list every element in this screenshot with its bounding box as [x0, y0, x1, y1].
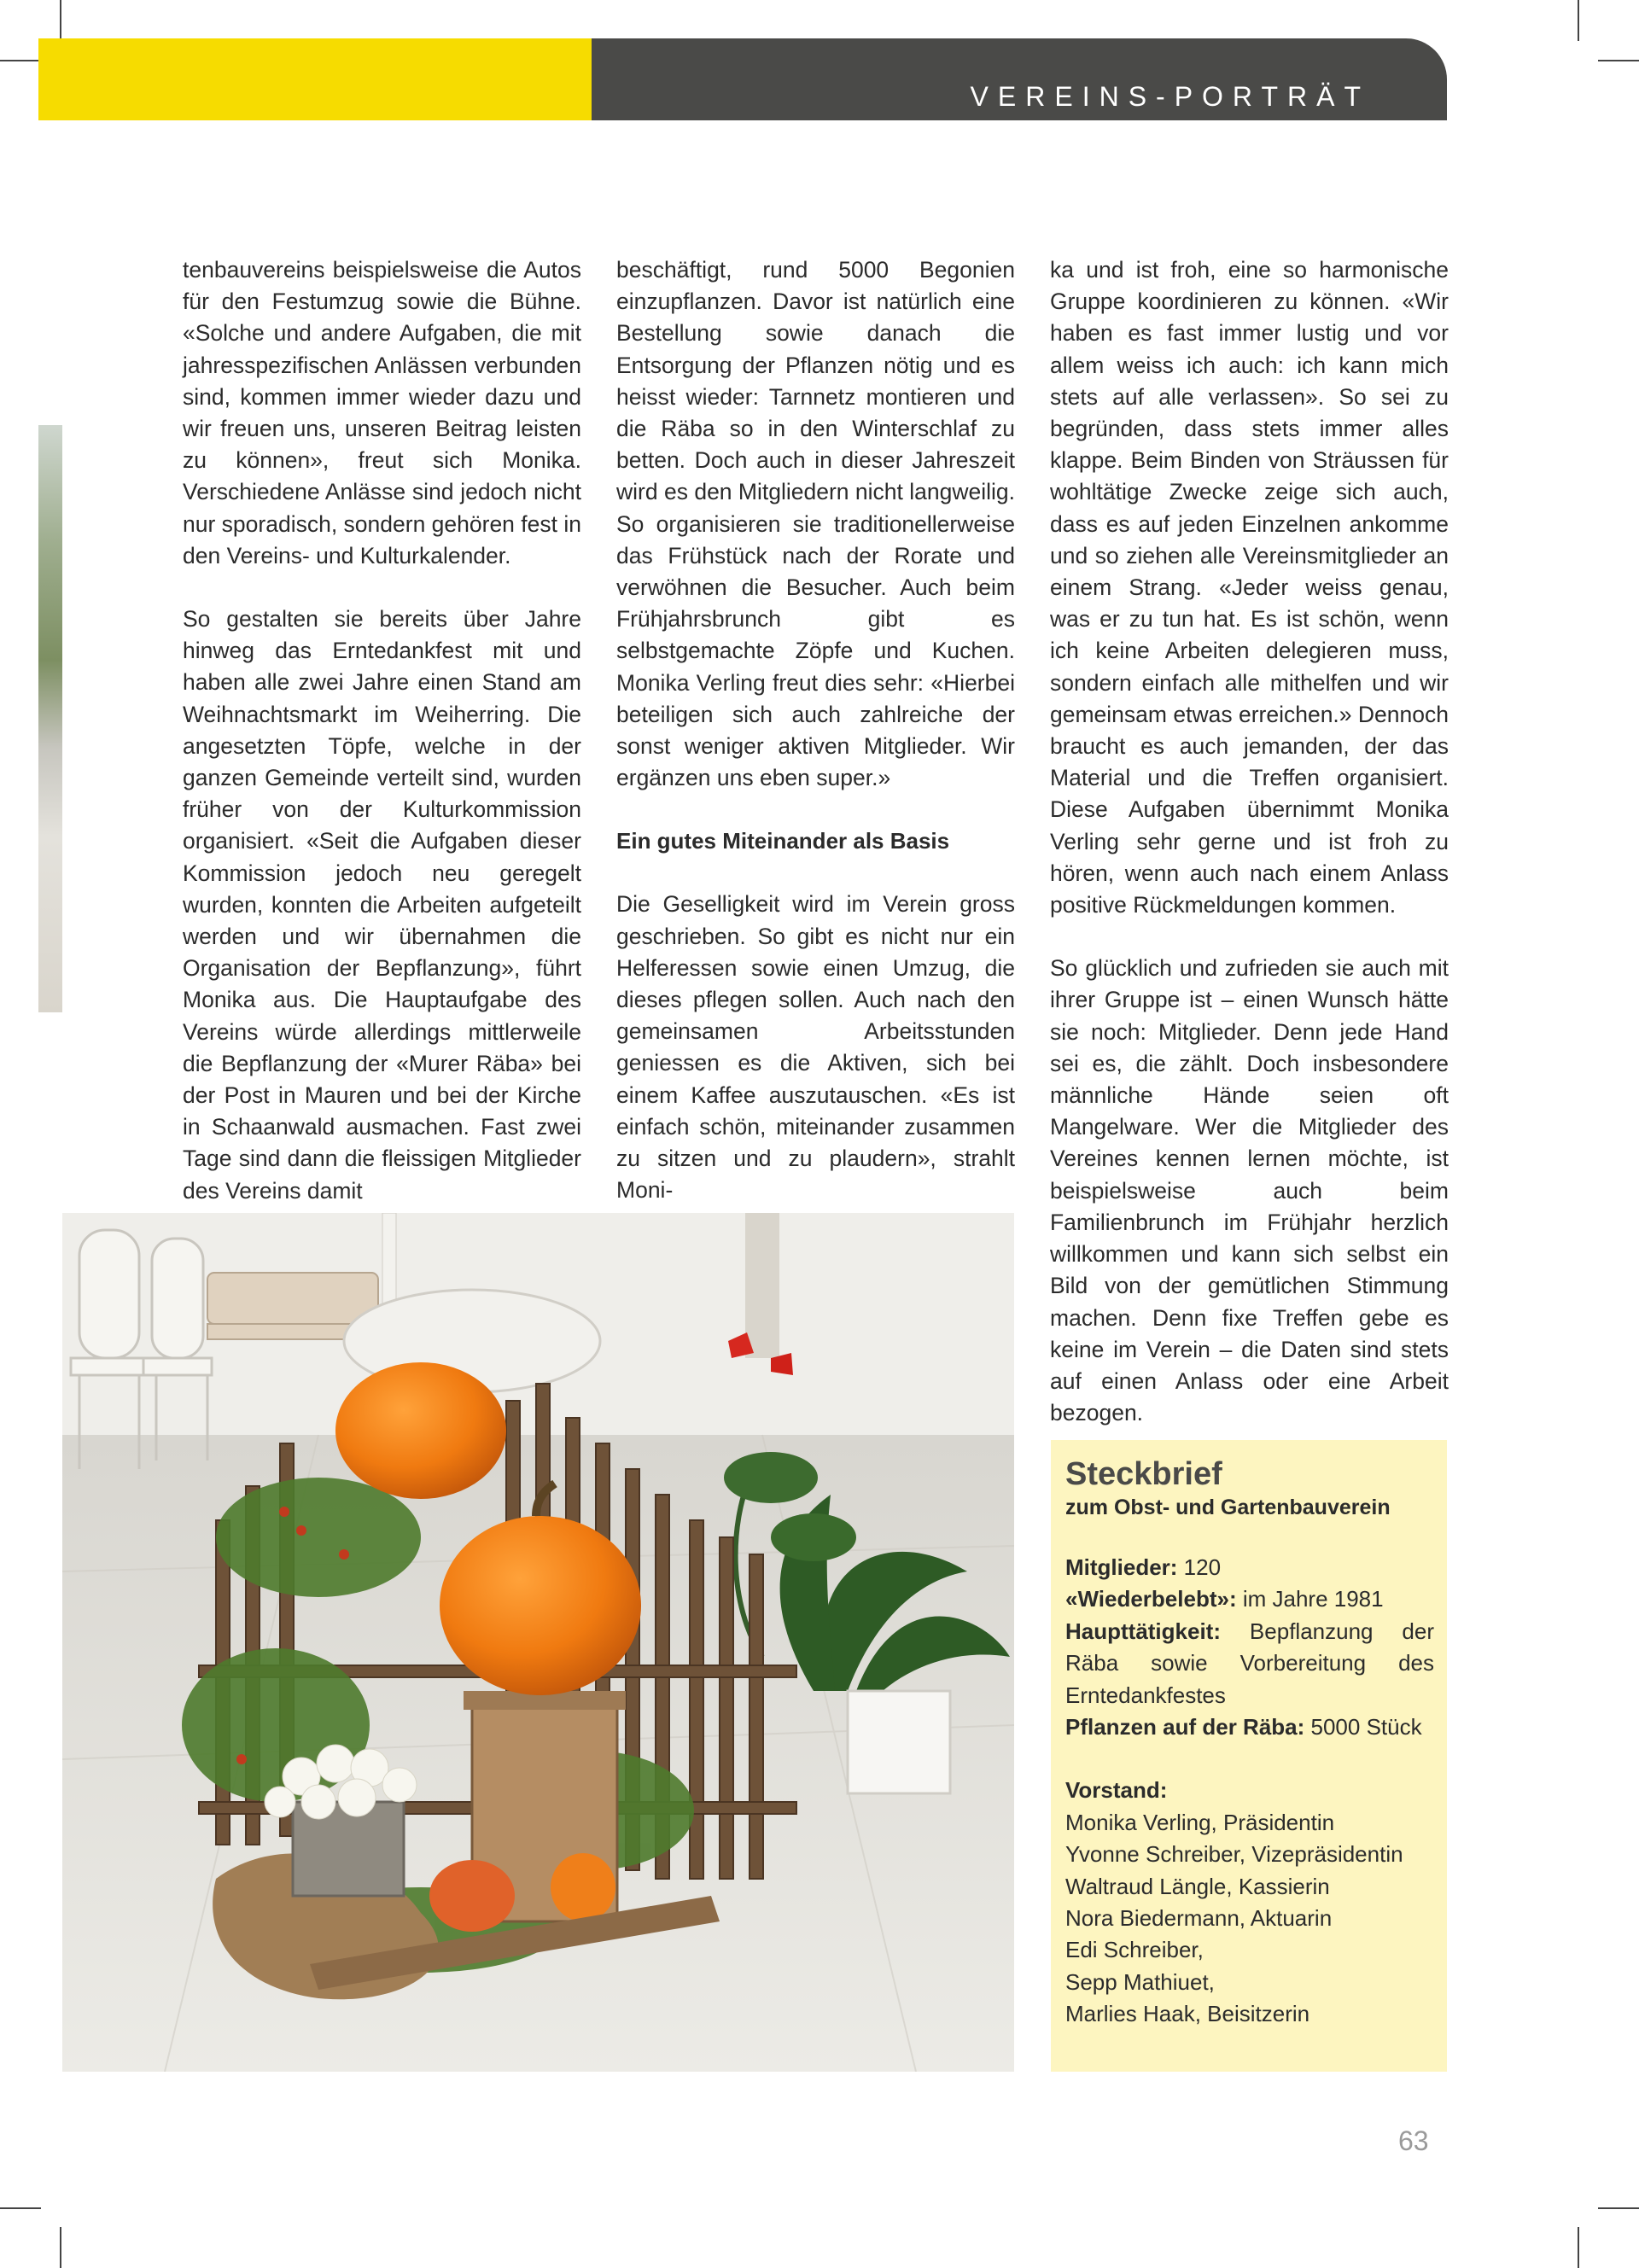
- fact-main-activity: Haupttätigkeit: Bepflanzung der Räba sowie Vorbereitung des Erntedankfestes: [1065, 1618, 1434, 1708]
- harvest-decoration-photo: [62, 1213, 1014, 2072]
- board-member: Edi Schreiber,: [1065, 1937, 1204, 1963]
- board-member: Monika Verling, Präsidentin: [1065, 1809, 1335, 1835]
- section-heading: Ein gutes Miteinander als Basis: [616, 828, 950, 854]
- board-member: Yvonne Schreiber, Vizepräsidentin: [1065, 1841, 1403, 1868]
- section-title: VEREINS-PORTRÄT: [970, 81, 1370, 112]
- page-number: 63: [1398, 2125, 1429, 2156]
- edge-photo-strip: [38, 425, 62, 1012]
- text-column-1: [183, 254, 581, 1239]
- crop-mark: [1578, 0, 1579, 41]
- text-column-3: [1050, 254, 1449, 1460]
- fact-revived: «Wiederbelebt»: im Jahre 1981: [1065, 1586, 1384, 1612]
- paragraph: tenbauvereins beispielsweise die Autos für den Festumzug sowie die Bühne. «Solche und andere Aufgaben, die mit jahresspezifischen Anlässen verbunden sind, kommen immer wieder dazu und wir freuen uns, unseren Beitrag leisten zu können», freut sich Monika. Verschiedene Anlässe sind jedoch nicht nur sporadisch, sondern gehören fest in den Vereins- und Kulturkalender.: [183, 257, 581, 568]
- paragraph: beschäftigt, rund 5000 Begonien einzupflanzen. Davor ist natürlich eine Bestellung sowie danach die Entsorgung der Pflanzen nötig und es heisst wieder: Tarnnetz montieren und die Räba so in den Winterschlaf zu betten. Doch auch in dieser Jahreszeit wird es den Mitgliedern nicht langweilig. So organisieren sie traditionellerweise das Frühstück nach der Rorate und verwöhnen die Besucher. Auch beim Frühjahrsbrunch gibt es selbstgemachte Zöpfe und Kuchen. Monika Verling freut dies sehr: «Hierbei beteiligen sich auch zahlreiche der sonst weniger aktiven Mitglieder. Wir ergänzen uns eben super.»: [616, 257, 1015, 791]
- spacer: [1065, 1743, 1434, 1775]
- board-label: Vorstand:: [1065, 1777, 1168, 1804]
- paragraph: ka und ist froh, eine so harmonische Gruppe koordinieren zu können. «Wir haben es fast immer lustig und vor allem weiss ich auch: ich kann mich stets auf alle verlassen». So sei zu begründen, dass stets immer alles klappe. Beim Binden von Sträussen für wohltätige Zwecke zeige sich auch, dass es auf jeden Einzelnen ankomme und so ziehen alle Vereinsmitglieder an einem Strang. «Jeder weiss genau, was er zu tun hat. Es ist schön, wenn ich keine Arbeiten delegieren muss, sondern einfach alle mithelfen und wir gemeinsam etwas erreichen.» Dennoch braucht es auch jemanden, der das Material und die Treffen organisiert. Diese Aufgaben übernimmt Monika Verling sehr gerne und ist froh zu hören, wenn auch nach einem Anlass positive Rückmeldungen kommen.: [1050, 257, 1449, 918]
- fact-box-title: Steckbrief: [1065, 1456, 1222, 1492]
- fact-plants: Pflanzen auf der Räba: 5000 Stück: [1065, 1714, 1422, 1740]
- crop-mark: [60, 0, 61, 41]
- crop-mark: [1598, 60, 1639, 61]
- board-member: Nora Biedermann, Aktuarin: [1065, 1905, 1333, 1932]
- paragraph: So glücklich und zufrieden sie auch mit ihrer Gruppe ist – einen Wunsch hätte sie noch: Mitglieder. Denn jede Hand sei es, die zählt. Doch insbesondere männliche Hände seien oft Mangelware. Wer die Mitglieder des Vereines kennen lernen möchte, ist beispielsweise auch beim Familienbrunch im Frühjahr herzlich willkommen und kann sich selbst ein Bild von der gemütlichen Stimmung machen. Denn fixe Treffen gebe es keine im Verein – die Daten sind stets auf einen Anlass oder eine Arbeit bezogen.: [1050, 955, 1449, 1426]
- crop-mark: [0, 60, 41, 61]
- fact-box: [1051, 1440, 1447, 2072]
- header-band: [592, 38, 1447, 120]
- text-column-2: [616, 254, 1015, 1238]
- crop-mark: [1598, 2207, 1639, 2209]
- board-member: Sepp Mathiuet,: [1065, 1968, 1215, 1995]
- paragraph: Die Geselligkeit wird im Verein gross geschrieben. So gibt es nicht nur ein Helferessen sowie einen Umzug, die dieses pflegen sollen. Auch nach den gemeinsamen Arbeitsstunden geniessen es die Aktiven, sich bei einem Kaffee auszutauschen. «Es ist einfach schön, miteinander zusammen zu sitzen und zu plaudern», strahlt Moni-: [616, 891, 1015, 1204]
- crop-mark: [1578, 2227, 1579, 2268]
- board-member: Waltraud Längle, Kassierin: [1065, 1873, 1330, 1899]
- header-accent-bar: [38, 38, 592, 120]
- fact-members: Mitglieder: 120: [1065, 1554, 1222, 1580]
- board-member: Marlies Haak, Beisitzerin: [1065, 2001, 1310, 2027]
- crop-mark: [0, 2207, 41, 2209]
- paragraph: So gestalten sie bereits über Jahre hinweg das Erntedankfest mit und haben alle zwei Jahre einen Stand am Weihnachtsmarkt im Weiherring. Die angesetzten Töpfe, welche in der ganzen Gemeinde verteilt sind, wurden früher von der Kulturkommission organisiert. «Seit die Aufgaben dieser Kommission jedoch neu geregelt wurden, konnten die Arbeiten aufgeteilt werden und wir übernahmen die Organisation der Bepflanzung», führt Monika aus. Die Hauptaufgabe des Vereins würde allerdings mittlerweile die Bepflanzung der «Murer Räba» bei der Post in Mauren und bei der Kirche in Schaanwald ausmachen. Fast zwei Tage sind dann die fleissigen Mitglieder des Vereins damit: [183, 606, 581, 1204]
- fact-box-subtitle: zum Obst- und Gartenbauverein: [1065, 1495, 1391, 1519]
- crop-mark: [60, 2227, 61, 2268]
